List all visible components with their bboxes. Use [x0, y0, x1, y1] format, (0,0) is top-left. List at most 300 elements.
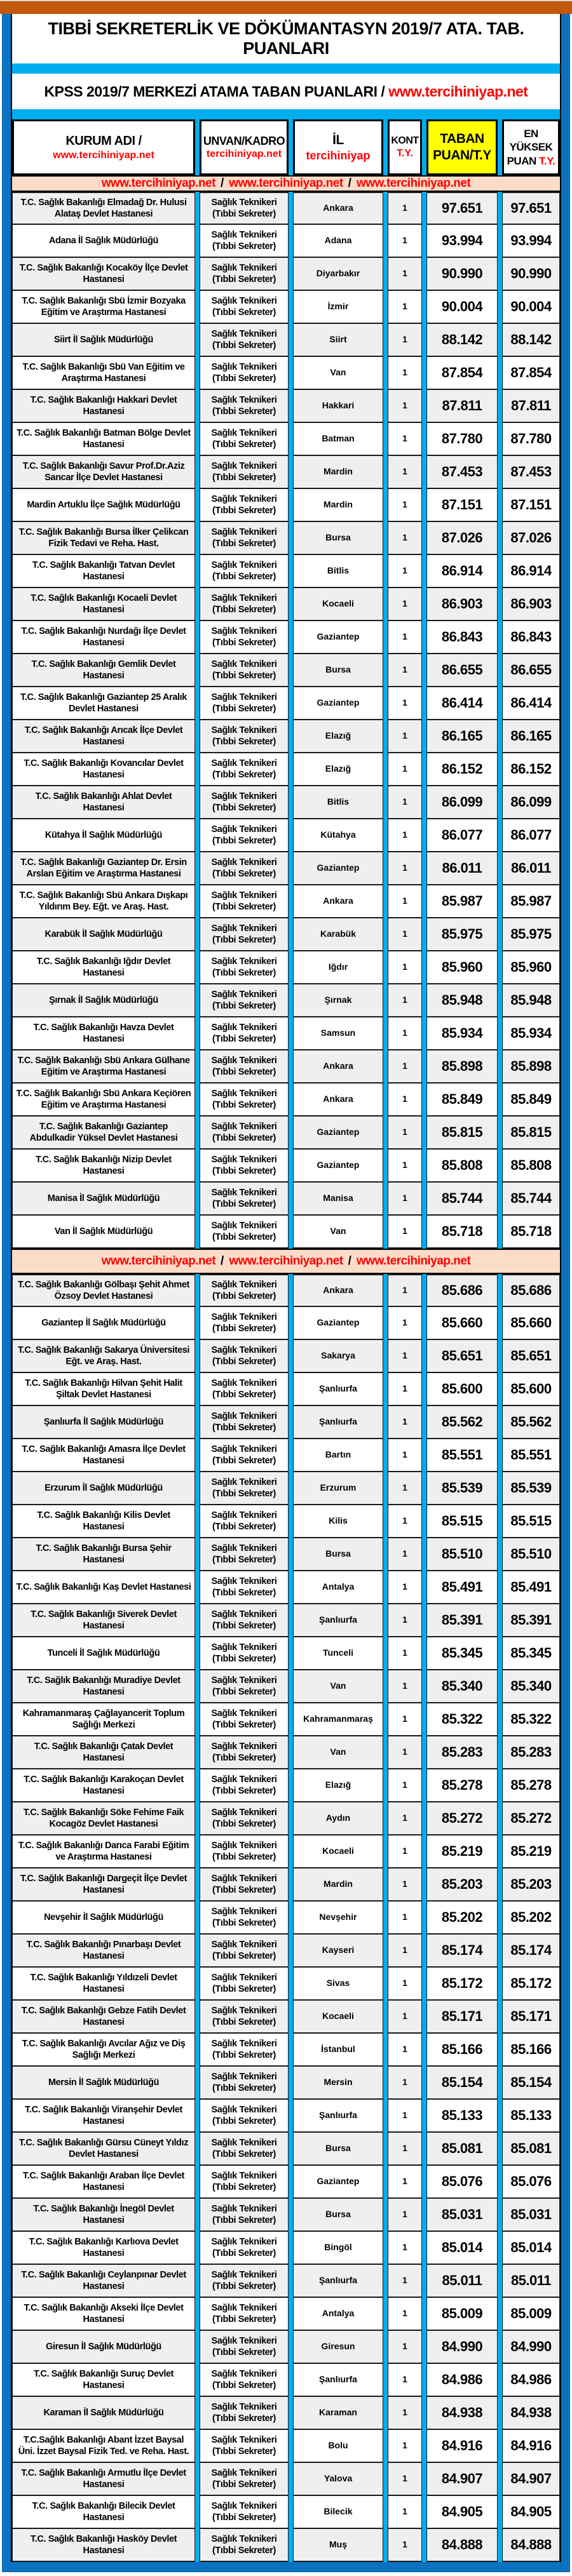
cell-kont: 1 — [388, 555, 422, 588]
banner-row-middle — [12, 1249, 560, 1274]
table-row — [12, 1307, 560, 1340]
unvan-line2: (Tıbbi Sekreter) — [212, 638, 276, 648]
cell-kurum: T.C. Sağlık Bakanlığı Kocaköy İlçe Devlet Hastanesi — [12, 258, 195, 291]
data-table-part1 — [12, 192, 560, 1249]
cell-il: Karaman — [293, 2397, 383, 2430]
unvan-line1: Sağlık Teknikeri — [211, 1220, 277, 1231]
unvan-line1: Sağlık Teknikeri — [211, 1055, 277, 1066]
unvan-line1: Sağlık Teknikeri — [211, 1378, 277, 1388]
cell-kurum: Kütahya İl Sağlık Müdürlüğü — [12, 819, 195, 852]
cell-kurum: T.C. Sağlık Bakanlığı Tatvan Devlet Hastanesi — [12, 555, 195, 588]
unvan-line2: (Tıbbi Sekreter) — [212, 241, 276, 252]
cell-taban-puan: 88.142 — [426, 324, 498, 357]
cell-en-yuksek-puan: 97.651 — [502, 192, 560, 225]
cell-taban-puan: 85.031 — [426, 2199, 498, 2232]
cell-kurum: T.C. Sağlık Bakanlığı Yıldızeli Devlet Hastanesi — [12, 1968, 195, 2001]
banner-separator: / — [221, 177, 224, 190]
unvan-line2: (Tıbbi Sekreter) — [212, 1423, 276, 1433]
cell-unvan — [200, 1538, 289, 1571]
unvan-line2: (Tıbbi Sekreter) — [212, 704, 276, 714]
cell-il: Samsun — [293, 1017, 383, 1050]
cell-taban-puan: 87.151 — [426, 489, 498, 522]
cell-en-yuksek-puan: 85.011 — [502, 2265, 560, 2298]
banner-link[interactable]: www.tercihiniyap.net — [229, 177, 343, 190]
cell-unvan — [200, 291, 289, 324]
unvan-line2: (Tıbbi Sekreter) — [212, 1390, 276, 1400]
cell-en-yuksek-puan: 85.660 — [502, 1307, 560, 1340]
cell-kont: 1 — [388, 1703, 422, 1736]
cell-unvan — [200, 1670, 289, 1703]
unvan-line2: (Tıbbi Sekreter) — [212, 2512, 276, 2523]
cell-unvan — [200, 456, 289, 489]
table-row — [12, 2166, 560, 2199]
unvan-line2: (Tıbbi Sekreter) — [212, 1522, 276, 1532]
cell-il: Gaziantep — [293, 2166, 383, 2199]
cell-kont: 1 — [388, 1935, 422, 1968]
cell-kont: 1 — [388, 1117, 422, 1150]
banner-link[interactable]: www.tercihiniyap.net — [229, 1254, 343, 1268]
cell-kont: 1 — [388, 522, 422, 555]
cell-unvan — [200, 2232, 289, 2265]
unvan-line2: (Tıbbi Sekreter) — [212, 1100, 276, 1110]
cell-unvan — [200, 1150, 289, 1183]
cell-kurum: T.C. Sağlık Bakanlığı Bursa Şehir Hastanesi — [12, 1538, 195, 1571]
cell-en-yuksek-puan: 84.888 — [502, 2529, 560, 2562]
table-row — [12, 852, 560, 885]
cell-taban-puan: 86.165 — [426, 720, 498, 753]
table-row — [12, 555, 560, 588]
cell-kurum: Mersin İl Sağlık Müdürlüğü — [12, 2067, 195, 2100]
table-row — [12, 1274, 560, 1307]
cell-il: Nevşehir — [293, 1902, 383, 1935]
cell-en-yuksek-puan: 86.843 — [502, 621, 560, 654]
cell-en-yuksek-puan: 87.854 — [502, 357, 560, 390]
cell-il: Batman — [293, 423, 383, 456]
table-row — [12, 1050, 560, 1083]
cell-il: Siirt — [293, 324, 383, 357]
header-cell-kurum — [12, 119, 195, 175]
banner-link[interactable]: www.tercihiniyap.net — [356, 177, 471, 190]
cell-unvan — [200, 885, 289, 918]
table-row — [12, 1736, 560, 1769]
cell-kurum: T.C. Sağlık Bakanlığı Sbü İzmir Bozyaka Eğitim ve Araştırma Hastanesi — [12, 291, 195, 324]
cell-en-yuksek-puan: 85.174 — [502, 1935, 560, 1968]
cell-kont: 1 — [388, 2232, 422, 2265]
cell-taban-puan: 87.854 — [426, 357, 498, 390]
unvan-line2: (Tıbbi Sekreter) — [212, 1133, 276, 1143]
cell-en-yuksek-puan: 85.718 — [502, 1216, 560, 1249]
subtitle-black: KPSS 2019/7 MERKEZİ ATAMA TABAN PUANLARI / — [44, 83, 385, 100]
cell-taban-puan: 85.011 — [426, 2265, 498, 2298]
table-row — [12, 2034, 560, 2067]
cell-unvan — [200, 2430, 289, 2463]
cell-kurum: Nevşehir İl Sağlık Müdürlüğü — [12, 1902, 195, 1935]
cell-taban-puan: 85.014 — [426, 2232, 498, 2265]
cell-en-yuksek-puan: 85.491 — [502, 1571, 560, 1604]
table-row — [12, 2298, 560, 2331]
table-row — [12, 984, 560, 1017]
unvan-line2: (Tıbbi Sekreter) — [212, 2149, 276, 2159]
cell-unvan — [200, 2496, 289, 2529]
cell-unvan — [200, 2397, 289, 2430]
unvan-line2: (Tıbbi Sekreter) — [212, 373, 276, 384]
unvan-line2: (Tıbbi Sekreter) — [212, 1654, 276, 1664]
cell-kurum: T.C. Sağlık Bakanlığı İnegöl Devlet Hastanesi — [12, 2199, 195, 2232]
cell-kont: 1 — [388, 258, 422, 291]
cell-taban-puan: 85.219 — [426, 1835, 498, 1868]
cell-kont: 1 — [388, 885, 422, 918]
header-yuksek-puan: PUAN — [507, 154, 536, 167]
table-row — [12, 1017, 560, 1050]
table-row — [12, 390, 560, 423]
cell-kont: 1 — [388, 1637, 422, 1670]
cell-en-yuksek-puan: 85.202 — [502, 1902, 560, 1935]
unvan-line2: (Tıbbi Sekreter) — [212, 2347, 276, 2358]
cell-il: Bursa — [293, 2133, 383, 2166]
cell-taban-puan: 90.004 — [426, 291, 498, 324]
cell-en-yuksek-puan: 85.808 — [502, 1150, 560, 1183]
cell-kont: 1 — [388, 324, 422, 357]
cell-unvan — [200, 1637, 289, 1670]
cell-kurum: T.C. Sağlık Bakanlığı Gebze Fatih Devlet Hastanesi — [12, 2001, 195, 2034]
cell-unvan — [200, 1935, 289, 1968]
cell-il: Şanlıurfa — [293, 1373, 383, 1406]
banner-link[interactable]: www.tercihiniyap.net — [101, 177, 216, 190]
banner-link[interactable]: www.tercihiniyap.net — [356, 1254, 471, 1268]
cell-kurum: T.C. Sağlık Bakanlığı Hasköy Devlet Hastanesi — [12, 2529, 195, 2562]
cell-kurum: T.C. Sağlık Bakanlığı Batman Bölge Devlet Hastanesi — [12, 423, 195, 456]
table-row — [12, 720, 560, 753]
cell-kurum: T.C. Sağlık Bakanlığı Muradiye Devlet Hastanesi — [12, 1670, 195, 1703]
table-row — [12, 2100, 560, 2133]
unvan-line2: (Tıbbi Sekreter) — [212, 2413, 276, 2424]
table-row — [12, 291, 560, 324]
cell-taban-puan: 85.562 — [426, 1406, 498, 1439]
table-row — [12, 1769, 560, 1802]
cell-kurum: Adana İl Sağlık Müdürlüğü — [12, 225, 195, 258]
cell-en-yuksek-puan: 85.283 — [502, 1736, 560, 1769]
cell-en-yuksek-puan: 85.515 — [502, 1505, 560, 1538]
unvan-line1: Sağlık Teknikeri — [211, 2467, 277, 2478]
cell-taban-puan: 85.975 — [426, 918, 498, 951]
unvan-line1: Sağlık Teknikeri — [211, 692, 277, 702]
cell-il: Gaziantep — [293, 1307, 383, 1340]
cell-il: Antalya — [293, 1571, 383, 1604]
unvan-line2: (Tıbbi Sekreter) — [212, 1001, 276, 1011]
unvan-line1: Sağlık Teknikeri — [211, 890, 277, 901]
cell-taban-puan: 85.081 — [426, 2133, 498, 2166]
unvan-line1: Sağlık Teknikeri — [211, 923, 277, 934]
cell-unvan — [200, 687, 289, 720]
unvan-line2: (Tıbbi Sekreter) — [212, 1489, 276, 1499]
header-cell-il — [293, 119, 383, 175]
unvan-line1: Sağlık Teknikeri — [211, 2269, 277, 2280]
cell-kurum: T.C. Sağlık Bakanlığı Sbü Van Eğitim ve Araştırma Hastanesi — [12, 357, 195, 390]
unvan-line2: (Tıbbi Sekreter) — [212, 1357, 276, 1367]
cell-il: Kahramanmaraş — [293, 1703, 383, 1736]
cell-unvan — [200, 1802, 289, 1835]
cell-il: Iğdır — [293, 951, 383, 984]
header-kont-label: KONT — [391, 135, 419, 146]
cell-il: Aydın — [293, 1802, 383, 1835]
unvan-line1: Sağlık Teknikeri — [211, 1939, 277, 1950]
table-row — [12, 1406, 560, 1439]
unvan-line1: Sağlık Teknikeri — [211, 725, 277, 735]
unvan-line2: (Tıbbi Sekreter) — [212, 2446, 276, 2457]
unvan-line2: (Tıbbi Sekreter) — [212, 968, 276, 978]
table-row — [12, 1802, 560, 1835]
cell-kont: 1 — [388, 1538, 422, 1571]
cell-taban-puan: 86.843 — [426, 621, 498, 654]
cell-il: Sivas — [293, 1968, 383, 2001]
cell-unvan — [200, 423, 289, 456]
unvan-line2: (Tıbbi Sekreter) — [212, 2380, 276, 2391]
unvan-line1: Sağlık Teknikeri — [211, 2302, 277, 2313]
main-title: TIBBİ SEKRETERLİK VE DÖKÜMANTASYN 2019/7 ATA. TAB. PUANLARI — [48, 19, 524, 58]
cell-il: Kocaeli — [293, 1835, 383, 1868]
unvan-line2: (Tıbbi Sekreter) — [212, 770, 276, 780]
cell-en-yuksek-puan: 85.987 — [502, 885, 560, 918]
cell-en-yuksek-puan: 85.014 — [502, 2232, 560, 2265]
cell-en-yuksek-puan: 85.009 — [502, 2298, 560, 2331]
unvan-line2: (Tıbbi Sekreter) — [212, 2479, 276, 2490]
table-row — [12, 2364, 560, 2397]
cell-en-yuksek-puan: 85.686 — [502, 1274, 560, 1307]
cell-kurum: T.C. Sağlık Bakanlığı Avcılar Ağız ve Diş Sağlığı Merkezi — [12, 2034, 195, 2067]
cell-kurum: T.C. Sağlık Bakanlığı Sakarya Üniversitesi Eğt. ve Araş. Hast. — [12, 1340, 195, 1373]
table-row — [12, 1439, 560, 1472]
cell-unvan — [200, 2100, 289, 2133]
cell-unvan — [200, 1017, 289, 1050]
cell-taban-puan: 85.076 — [426, 2166, 498, 2199]
cell-en-yuksek-puan: 85.076 — [502, 2166, 560, 2199]
cell-en-yuksek-puan: 85.651 — [502, 1340, 560, 1373]
table-row — [12, 1373, 560, 1406]
unvan-line1: Sağlık Teknikeri — [211, 857, 277, 868]
cell-kurum: T.C. Sağlık Bakanlığı Kilis Devlet Hastanesi — [12, 1505, 195, 1538]
cell-il: Mardin — [293, 1868, 383, 1902]
cell-en-yuksek-puan: 85.934 — [502, 1017, 560, 1050]
table-row — [12, 1183, 560, 1216]
unvan-line1: Sağlık Teknikeri — [211, 1708, 277, 1719]
cell-kont: 1 — [388, 2166, 422, 2199]
header-kurum-link[interactable]: www.tercihiniyap.net — [53, 149, 154, 161]
cell-kont: 1 — [388, 1902, 422, 1935]
cell-kont: 1 — [388, 1439, 422, 1472]
cell-kurum: Kahramanmaraş Çağlayancerit Toplum Sağlığı Merkezi — [12, 1703, 195, 1736]
cell-kurum: T.C. Sağlık Bakanlığı Gaziantep Dr. Ersin Arslan Eğitim ve Araştırma Hastanesi — [12, 852, 195, 885]
table-row — [12, 456, 560, 489]
cell-unvan — [200, 1340, 289, 1373]
cell-kurum: T.C. Sağlık Bakanlığı Armutlu İlçe Devlet Hastanesi — [12, 2463, 195, 2496]
table-row — [12, 687, 560, 720]
cell-kurum: Tunceli İl Sağlık Müdürlüğü — [12, 1637, 195, 1670]
unvan-line2: (Tıbbi Sekreter) — [212, 1555, 276, 1565]
cell-kont: 1 — [388, 1769, 422, 1802]
table-row — [12, 1835, 560, 1868]
cell-en-yuksek-puan: 84.990 — [502, 2331, 560, 2364]
cell-kont: 1 — [388, 951, 422, 984]
cell-unvan — [200, 1083, 289, 1117]
table-row — [12, 1117, 560, 1150]
cell-il: Bolu — [293, 2430, 383, 2463]
cell-en-yuksek-puan: 85.172 — [502, 1968, 560, 2001]
cell-il: Bursa — [293, 1538, 383, 1571]
cell-unvan — [200, 2067, 289, 2100]
cell-kurum: T.C. Sağlık Bakanlığı Gölbaşı Şehit Ahmet Özsoy Devlet Hastanesi — [12, 1274, 195, 1307]
cell-unvan — [200, 984, 289, 1017]
cell-il: Van — [293, 1670, 383, 1703]
cell-kont: 1 — [388, 225, 422, 258]
cell-en-yuksek-puan: 84.907 — [502, 2463, 560, 2496]
cell-kont: 1 — [388, 720, 422, 753]
cell-unvan — [200, 1868, 289, 1902]
table-row — [12, 2199, 560, 2232]
unvan-line2: (Tıbbi Sekreter) — [212, 1918, 276, 1928]
header-yuksek-line2 — [507, 154, 555, 168]
unvan-line2: (Tıbbi Sekreter) — [212, 1885, 276, 1895]
cell-il: Bartın — [293, 1439, 383, 1472]
cell-kurum: T.C. Sağlık Bakanlığı Araban İlçe Devlet Hastanesi — [12, 2166, 195, 2199]
cell-unvan — [200, 1571, 289, 1604]
unvan-line1: Sağlık Teknikeri — [211, 1477, 277, 1487]
cell-en-yuksek-puan: 85.960 — [502, 951, 560, 984]
unvan-line2: (Tıbbi Sekreter) — [212, 2116, 276, 2126]
cell-il: Kocaeli — [293, 588, 383, 621]
unvan-line2: (Tıbbi Sekreter) — [212, 836, 276, 846]
header-il-link[interactable]: tercihiniyap — [306, 149, 371, 162]
cell-taban-puan: 85.808 — [426, 1150, 498, 1183]
top-orange-bar — [0, 1, 572, 14]
cell-kurum: Siirt İl Sağlık Müdürlüğü — [12, 324, 195, 357]
cell-en-yuksek-puan: 86.655 — [502, 654, 560, 687]
cell-kurum: Manisa İl Sağlık Müdürlüğü — [12, 1183, 195, 1216]
cell-en-yuksek-puan: 85.031 — [502, 2199, 560, 2232]
unvan-line1: Sağlık Teknikeri — [211, 659, 277, 669]
unvan-line1: Sağlık Teknikeri — [211, 394, 277, 405]
cell-en-yuksek-puan: 86.414 — [502, 687, 560, 720]
table-row — [12, 918, 560, 951]
cell-kurum: T.C. Sağlık Bakanlığı Bursa İlker Çelikcan Fizik Tedavi ve Reha. Hast. — [12, 522, 195, 555]
cell-taban-puan: 87.026 — [426, 522, 498, 555]
unvan-line1: Sağlık Teknikeri — [211, 328, 277, 339]
table-row — [12, 1340, 560, 1373]
table-row — [12, 1571, 560, 1604]
unvan-line1: Sağlık Teknikeri — [211, 824, 277, 835]
unvan-line2: (Tıbbi Sekreter) — [212, 340, 276, 351]
cell-il: Manisa — [293, 1183, 383, 1216]
unvan-line1: Sağlık Teknikeri — [211, 1840, 277, 1851]
subtitle-link[interactable]: www.tercihiniyap.net — [388, 83, 528, 100]
table-row — [12, 951, 560, 984]
cell-taban-puan: 85.009 — [426, 2298, 498, 2331]
unvan-line2: (Tıbbi Sekreter) — [212, 2281, 276, 2291]
cell-il: Bitlis — [293, 555, 383, 588]
cell-kont: 1 — [388, 918, 422, 951]
unvan-line1: Sağlık Teknikeri — [211, 1675, 277, 1686]
cell-il: Gaziantep — [293, 852, 383, 885]
header-unvan-link[interactable]: tercihiniyap.net — [206, 149, 282, 160]
cell-taban-puan: 86.903 — [426, 588, 498, 621]
cell-unvan — [200, 324, 289, 357]
cell-unvan — [200, 390, 289, 423]
cell-kurum: Erzurum İl Sağlık Müdürlüğü — [12, 1472, 195, 1505]
cell-taban-puan: 85.551 — [426, 1439, 498, 1472]
unvan-line2: (Tıbbi Sekreter) — [212, 2050, 276, 2060]
cell-kont: 1 — [388, 357, 422, 390]
cell-il: Elazığ — [293, 720, 383, 753]
cell-il: Ankara — [293, 1050, 383, 1083]
unvan-line1: Sağlık Teknikeri — [211, 2071, 277, 2082]
unvan-line1: Sağlık Teknikeri — [211, 1411, 277, 1421]
unvan-line1: Sağlık Teknikeri — [211, 1774, 277, 1785]
cell-kont: 1 — [388, 1216, 422, 1249]
cell-il: Gaziantep — [293, 621, 383, 654]
cell-kont: 1 — [388, 654, 422, 687]
cell-taban-puan: 86.099 — [426, 786, 498, 819]
cell-kurum: T.C. Sağlık Bakanlığı Suruç Devlet Hastanesi — [12, 2364, 195, 2397]
cell-kurum: T.C. Sağlık Bakanlığı Sbü Ankara Keçiören Eğitim ve Araştırma Hastanesi — [12, 1083, 195, 1117]
cell-en-yuksek-puan: 85.948 — [502, 984, 560, 1017]
unvan-line2: (Tıbbi Sekreter) — [212, 1753, 276, 1763]
table-row — [12, 225, 560, 258]
cell-taban-puan: 97.651 — [426, 192, 498, 225]
unvan-line1: Sağlık Teknikeri — [211, 2368, 277, 2379]
cell-kurum: T.C. Sağlık Bakanlığı Çatak Devlet Hastanesi — [12, 1736, 195, 1769]
data-table-part2 — [12, 1274, 560, 2562]
unvan-line2: (Tıbbi Sekreter) — [212, 439, 276, 450]
blue-strip-top — [12, 64, 560, 74]
header-yuksek-line1: EN YÜKSEK — [509, 128, 553, 154]
cell-taban-puan: 86.077 — [426, 819, 498, 852]
cell-taban-puan: 85.686 — [426, 1274, 498, 1307]
cell-il: Sakarya — [293, 1340, 383, 1373]
cell-en-yuksek-puan: 88.142 — [502, 324, 560, 357]
unvan-line2: (Tıbbi Sekreter) — [212, 2314, 276, 2324]
cell-kont: 1 — [388, 1050, 422, 1083]
cell-en-yuksek-puan: 85.166 — [502, 2034, 560, 2067]
cell-taban-puan: 85.660 — [426, 1307, 498, 1340]
cell-unvan — [200, 2199, 289, 2232]
cell-kurum: T.C. Sağlık Bakanlığı Elmadağ Dr. Hulusi Alataş Devlet Hastanesi — [12, 192, 195, 225]
unvan-line2: (Tıbbi Sekreter) — [212, 935, 276, 945]
content-area — [11, 14, 561, 2562]
unvan-line1: Sağlık Teknikeri — [211, 1022, 277, 1033]
cell-kont: 1 — [388, 1670, 422, 1703]
header-unvan-label: UNVAN/KADRO — [203, 134, 285, 147]
cell-en-yuksek-puan: 85.278 — [502, 1769, 560, 1802]
unvan-line1: Sağlık Teknikeri — [211, 262, 277, 273]
unvan-line1: Sağlık Teknikeri — [211, 2500, 277, 2511]
cell-unvan — [200, 1769, 289, 1802]
cell-unvan — [200, 786, 289, 819]
cell-il: Gaziantep — [293, 687, 383, 720]
unvan-line1: Sağlık Teknikeri — [211, 1972, 277, 1983]
cell-il: Van — [293, 1736, 383, 1769]
banner-link[interactable]: www.tercihiniyap.net — [101, 1254, 216, 1268]
cell-il: Elazığ — [293, 1769, 383, 1802]
table-row — [12, 1604, 560, 1637]
cell-taban-puan: 85.491 — [426, 1571, 498, 1604]
cell-unvan — [200, 720, 289, 753]
cell-kont: 1 — [388, 423, 422, 456]
cell-en-yuksek-puan: 85.975 — [502, 918, 560, 951]
cell-en-yuksek-puan: 85.219 — [502, 1835, 560, 1868]
cell-kurum: T.C. Sağlık Bakanlığı Savur Prof.Dr.Aziz Sancar İlçe Devlet Hastanesi — [12, 456, 195, 489]
unvan-line1: Sağlık Teknikeri — [211, 1444, 277, 1454]
cell-taban-puan: 86.011 — [426, 852, 498, 885]
cell-en-yuksek-puan: 85.345 — [502, 1637, 560, 1670]
